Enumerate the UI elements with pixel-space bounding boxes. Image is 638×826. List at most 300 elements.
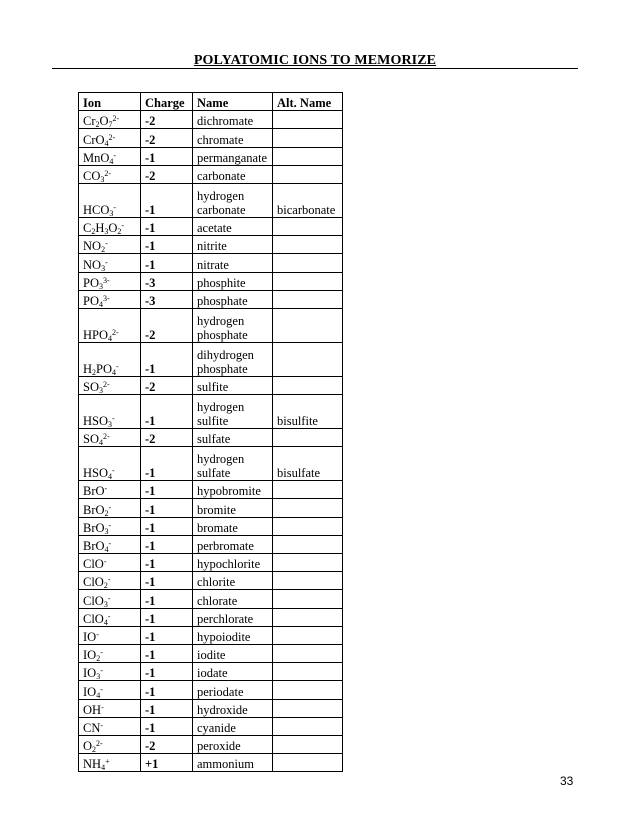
ion-name-line: iodite (197, 648, 226, 663)
ion-formula-cell (79, 129, 141, 147)
alt-name-cell (273, 254, 343, 272)
charge-cell: -1 (141, 183, 193, 217)
ion-name-cell (193, 217, 273, 235)
formula-text: BrO (83, 539, 105, 553)
formula-text: H (95, 221, 105, 236)
ion-name-cell (193, 663, 273, 681)
alt-name-cell (273, 517, 343, 535)
ion-name-cell (193, 236, 273, 254)
alt-name-cell (273, 129, 343, 147)
charge-cell: -3 (141, 272, 193, 290)
formula-subscript: 7 (108, 120, 113, 130)
ion-name-cell (193, 535, 273, 553)
formula-subscript: 4 (101, 763, 106, 773)
ion-formula-cell (79, 165, 141, 183)
alt-name-cell (273, 429, 343, 447)
formula-text: ClO (83, 611, 104, 626)
formula-text: IO (83, 629, 97, 644)
charge-cell: -2 (141, 111, 193, 129)
ion-formula-cell (79, 481, 141, 499)
header-charge: Charge (141, 93, 193, 111)
table-row (79, 735, 343, 753)
ion-name-cell (193, 644, 273, 662)
formula-text: O (83, 739, 93, 754)
ion-formula-cell (79, 699, 141, 717)
formula-text: PO (96, 361, 113, 376)
ion-name-line: hydrogen (197, 313, 245, 328)
table-row (79, 147, 343, 165)
alt-name-cell (273, 499, 343, 517)
table-row (79, 272, 343, 290)
ion-formula-cell (79, 236, 141, 254)
table-row (79, 499, 343, 517)
ion-formula-cell (79, 395, 141, 429)
formula-superscript: 2- (96, 739, 103, 749)
charge-cell: -2 (141, 308, 193, 342)
ion-name-cell (193, 699, 273, 717)
charge-cell: -1 (141, 572, 193, 590)
ion-name-line: bromite (197, 502, 236, 517)
ion-formula-cell (79, 254, 141, 272)
ion-formula-cell (79, 376, 141, 394)
formula-text: HSO (83, 414, 109, 429)
ion-name-cell (193, 517, 273, 535)
formula-subscript: 2 (92, 745, 97, 755)
ion-name-cell (193, 735, 273, 753)
ion-name-cell (193, 681, 273, 699)
formula-text: ClO (83, 575, 104, 590)
ion-name-cell (193, 129, 273, 147)
formula-text: SO (83, 432, 99, 447)
ion-formula-cell (79, 290, 141, 308)
charge-cell: -1 (141, 236, 193, 254)
table-row (79, 342, 343, 376)
table-row (79, 663, 343, 681)
ion-name-line: nitrate (197, 257, 229, 272)
ion-name-line: hydrogen (197, 188, 245, 203)
formula-subscript: 3 (104, 526, 109, 536)
ion-name-line: phosphate (197, 293, 248, 308)
ion-formula-cell (79, 663, 141, 681)
charge-cell: +1 (141, 754, 193, 772)
charge-cell: -1 (141, 535, 193, 553)
ion-name-cell (193, 626, 273, 644)
ion-name-cell (193, 147, 273, 165)
alt-name-cell (273, 626, 343, 644)
page-title: POLYATOMIC IONS TO MEMORIZE (193, 53, 437, 68)
formula-subscript: 3 (98, 281, 103, 291)
ion-name-cell (193, 342, 273, 376)
ion-name-cell (193, 290, 273, 308)
ion-name-cell (193, 165, 273, 183)
formula-text: CN (83, 720, 101, 735)
ion-name-line: sulfite (197, 414, 229, 429)
formula-subscript: 2 (101, 245, 106, 255)
ion-formula-cell (79, 308, 141, 342)
table-row (79, 644, 343, 662)
charge-cell: -2 (141, 376, 193, 394)
formula-superscript: + (105, 757, 110, 767)
ion-name-line: hydrogen (197, 452, 245, 467)
ion-name-cell (193, 376, 273, 394)
formula-subscript: 2 (91, 227, 96, 237)
alt-name-cell (273, 376, 343, 394)
alt-name-cell (273, 735, 343, 753)
ion-name-line: perchlorate (197, 611, 254, 626)
ion-name-cell (193, 183, 273, 217)
ion-name-line: hypobromite (197, 484, 261, 499)
formula-subscript: 3 (101, 263, 106, 273)
alt-name-cell (273, 290, 343, 308)
ion-name-line: peroxide (197, 739, 241, 754)
ion-name-line: chlorite (197, 575, 236, 590)
alt-name-cell: bisulfate (273, 447, 343, 481)
formula-superscript: - (121, 221, 125, 231)
ion-formula-cell (79, 735, 141, 753)
alt-name-cell (273, 342, 343, 376)
ion-name-line: chromate (197, 132, 244, 147)
charge-cell: -1 (141, 481, 193, 499)
ion-name-cell (193, 717, 273, 735)
formula-text: NH (83, 757, 102, 772)
ion-formula-cell (79, 183, 141, 217)
formula-superscript: 2- (108, 132, 116, 142)
charge-cell: -1 (141, 717, 193, 735)
table-row (79, 517, 343, 535)
ion-name-cell (193, 111, 273, 129)
alt-name-cell (273, 217, 343, 235)
ion-name-line: carbonate (197, 168, 246, 183)
formula-subscript: 2 (104, 508, 109, 518)
formula-subscript: 4 (98, 299, 103, 309)
formula-superscript: - (104, 484, 108, 494)
formula-subscript: 2 (92, 367, 97, 377)
formula-superscript: - (108, 502, 112, 512)
table-row (79, 590, 343, 608)
formula-text: HCO (83, 202, 110, 217)
formula-superscript: 2- (112, 327, 119, 337)
formula-text: BrO (83, 484, 105, 499)
alt-name-cell (273, 554, 343, 572)
table-row (79, 447, 343, 481)
alt-name-cell (273, 535, 343, 553)
alt-name-cell (273, 754, 343, 772)
formula-text: C (83, 221, 92, 236)
formula-subscript: 4 (103, 617, 108, 627)
ion-formula-cell (79, 681, 141, 699)
table-row (79, 626, 343, 644)
table-row (79, 308, 343, 342)
formula-text: MnO (83, 150, 110, 165)
ion-name-line: nitrite (197, 239, 227, 254)
formula-superscript: 2- (102, 432, 110, 442)
ion-name-line: periodate (197, 684, 244, 699)
formula-superscript: - (113, 150, 117, 160)
formula-superscript: - (108, 539, 112, 548)
ion-formula-cell (79, 342, 141, 376)
ion-name-cell (193, 447, 273, 481)
ion-name-line: phosphate (197, 361, 248, 376)
page-number: 33 (560, 774, 574, 788)
charge-cell: -1 (141, 626, 193, 644)
ion-name-line: permanganate (197, 150, 268, 165)
formula-superscript: - (100, 648, 103, 658)
formula-subscript: 4 (109, 156, 114, 166)
formula-subscript: 3 (104, 227, 109, 237)
table-row (79, 290, 343, 308)
formula-superscript: - (103, 557, 107, 567)
table-row (79, 717, 343, 735)
header-ion: Ion (79, 93, 141, 111)
ion-name-line: hypochlorite (197, 557, 261, 572)
formula-text: BrO (83, 502, 105, 517)
formula-text: CO (83, 168, 101, 183)
ion-name-line: perbromate (197, 539, 254, 553)
charge-cell: -1 (141, 517, 193, 535)
charge-cell: -1 (141, 342, 193, 376)
formula-superscript: 3- (102, 275, 110, 285)
ion-name-cell (193, 429, 273, 447)
formula-text: HSO (83, 466, 109, 481)
ion-name-line: acetate (197, 221, 232, 236)
formula-superscript: - (96, 629, 99, 639)
formula-superscript: - (113, 202, 117, 212)
formula-subscript: 3 (100, 174, 105, 184)
alt-name-cell (273, 608, 343, 626)
alt-name-cell (273, 681, 343, 699)
formula-superscript: - (100, 684, 103, 694)
charge-cell: -1 (141, 217, 193, 235)
ion-name-line: carbonate (197, 202, 246, 217)
ion-name-line: phosphate (197, 327, 248, 342)
charge-cell: -1 (141, 395, 193, 429)
ion-name-cell (193, 590, 273, 608)
alt-name-cell (273, 572, 343, 590)
table-header-row (79, 93, 343, 111)
formula-subscript: 4 (108, 333, 113, 343)
table-row (79, 129, 343, 147)
table-row (79, 754, 343, 772)
charge-cell: -1 (141, 663, 193, 681)
ion-formula-cell (79, 754, 141, 772)
formula-text: NO (83, 239, 102, 254)
alt-name-cell (273, 644, 343, 662)
formula-superscript: - (101, 702, 104, 712)
formula-subscript: 4 (104, 545, 109, 554)
table-row (79, 236, 343, 254)
charge-cell: -2 (141, 735, 193, 753)
formula-text: ClO (83, 557, 104, 572)
table-row (79, 183, 343, 217)
formula-superscript: - (105, 239, 108, 249)
formula-superscript: - (112, 414, 115, 424)
formula-text: PO (83, 293, 99, 308)
table-body (79, 111, 343, 772)
formula-superscript: 2- (112, 114, 120, 124)
ion-formula-cell (79, 499, 141, 517)
ion-name-line: hypoiodite (197, 629, 251, 644)
alt-name-cell (273, 111, 343, 129)
charge-cell: -2 (141, 129, 193, 147)
table-row (79, 429, 343, 447)
table-row (79, 395, 343, 429)
formula-subscript: 2 (117, 227, 122, 237)
ion-name-line: ammonium (197, 757, 254, 772)
charge-cell: -1 (141, 147, 193, 165)
formula-superscript: - (100, 720, 104, 730)
formula-subscript: 4 (108, 472, 113, 482)
formula-text: HPO (83, 327, 109, 342)
formula-text: O (108, 221, 118, 236)
formula-superscript: - (105, 257, 108, 267)
formula-superscript: - (108, 520, 112, 530)
charge-cell: -1 (141, 447, 193, 481)
formula-text: IO (83, 666, 97, 681)
formula-superscript: - (116, 361, 119, 371)
table-row (79, 681, 343, 699)
ion-name-line: chlorate (197, 593, 238, 608)
charge-cell: -2 (141, 429, 193, 447)
formula-text: BrO (83, 520, 105, 535)
table-row (79, 572, 343, 590)
alt-name-cell (273, 272, 343, 290)
alt-name-cell (273, 236, 343, 254)
ion-name-line: hydrogen (197, 400, 245, 415)
ion-formula-cell (79, 644, 141, 662)
formula-text: IO (83, 684, 97, 699)
charge-cell: -1 (141, 590, 193, 608)
formula-text: ClO (83, 593, 104, 608)
formula-text: NO (83, 257, 102, 272)
charge-cell: -2 (141, 165, 193, 183)
table-row (79, 165, 343, 183)
ion-formula-cell (79, 554, 141, 572)
formula-subscript: 4 (96, 690, 101, 700)
charge-cell: -1 (141, 644, 193, 662)
ion-formula-cell (79, 717, 141, 735)
formula-text: CrO (83, 132, 105, 147)
ion-formula-cell (79, 272, 141, 290)
formula-subscript: 2 (96, 654, 101, 664)
formula-superscript: 3- (102, 293, 110, 303)
alt-name-cell: bisulfite (273, 395, 343, 429)
formula-text: O (99, 114, 109, 129)
formula-superscript: - (107, 611, 111, 621)
ion-name-cell (193, 308, 273, 342)
ion-name-line: phosphite (197, 275, 246, 290)
alt-name-cell (273, 663, 343, 681)
formula-text: Cr (83, 114, 96, 129)
formula-subscript: 4 (98, 438, 103, 448)
formula-subscript: 3 (98, 386, 103, 396)
ion-name-line: hydroxide (197, 702, 248, 717)
ion-formula-cell (79, 535, 141, 553)
formula-text: PO (83, 275, 99, 290)
ion-formula-cell (79, 447, 141, 481)
header-name: Name (193, 93, 273, 111)
ion-name-cell (193, 754, 273, 772)
ion-formula-cell (79, 572, 141, 590)
charge-cell: -1 (141, 699, 193, 717)
ion-formula-cell (79, 626, 141, 644)
ion-name-line: sulfate (197, 466, 231, 481)
formula-text: IO (83, 648, 97, 663)
charge-cell: -1 (141, 499, 193, 517)
alt-name-cell (273, 699, 343, 717)
ion-name-line: bromate (197, 520, 238, 535)
alt-name-cell (273, 147, 343, 165)
ion-name-line: cyanide (197, 720, 236, 735)
ion-name-cell (193, 499, 273, 517)
formula-superscript: - (112, 466, 115, 476)
ion-formula-cell (79, 147, 141, 165)
alt-name-cell (273, 165, 343, 183)
ion-name-line: iodate (197, 666, 228, 681)
formula-text: H (83, 361, 93, 376)
ion-name-line: dihydrogen (197, 347, 254, 362)
title-underline-rule (52, 68, 578, 69)
alt-name-cell (273, 590, 343, 608)
charge-cell: -1 (141, 608, 193, 626)
polyatomic-ions-table (78, 92, 343, 772)
table-row (79, 608, 343, 626)
formula-superscript: 2- (102, 380, 110, 390)
alt-name-cell (273, 481, 343, 499)
ion-formula-cell (79, 608, 141, 626)
ion-formula-cell (79, 217, 141, 235)
ion-name-line: dichromate (197, 114, 254, 129)
formula-subscript: 2 (103, 581, 108, 591)
charge-cell: -1 (141, 554, 193, 572)
alt-name-cell: bicarbonate (273, 183, 343, 217)
alt-name-cell (273, 308, 343, 342)
formula-subscript: 3 (108, 420, 113, 430)
formula-subscript: 4 (104, 138, 109, 148)
ion-formula-cell (79, 517, 141, 535)
formula-subscript: 2 (95, 120, 100, 130)
table-row (79, 111, 343, 129)
ion-name-line: sulfite (197, 380, 229, 395)
ion-name-line: sulfate (197, 432, 231, 447)
ion-name-cell (193, 272, 273, 290)
alt-name-cell (273, 717, 343, 735)
header-alt-name: Alt. Name (273, 93, 343, 111)
formula-superscript: - (100, 666, 103, 676)
charge-cell: -1 (141, 681, 193, 699)
ion-name-cell (193, 554, 273, 572)
table-row (79, 376, 343, 394)
charge-cell: -1 (141, 254, 193, 272)
ion-name-cell (193, 608, 273, 626)
formula-text: OH (83, 702, 102, 717)
formula-superscript: - (107, 593, 111, 603)
ion-formula-cell (79, 429, 141, 447)
table-row (79, 217, 343, 235)
formula-superscript: - (107, 575, 111, 585)
formula-subscript: 3 (103, 599, 108, 609)
table-row (79, 481, 343, 499)
table-row (79, 535, 343, 553)
ion-name-cell (193, 254, 273, 272)
ion-name-cell (193, 481, 273, 499)
table-row (79, 554, 343, 572)
formula-subscript: 4 (112, 367, 117, 377)
ion-formula-cell (79, 590, 141, 608)
ion-name-cell (193, 395, 273, 429)
table-row (79, 699, 343, 717)
table-row (79, 254, 343, 272)
formula-superscript: 2- (104, 168, 112, 178)
